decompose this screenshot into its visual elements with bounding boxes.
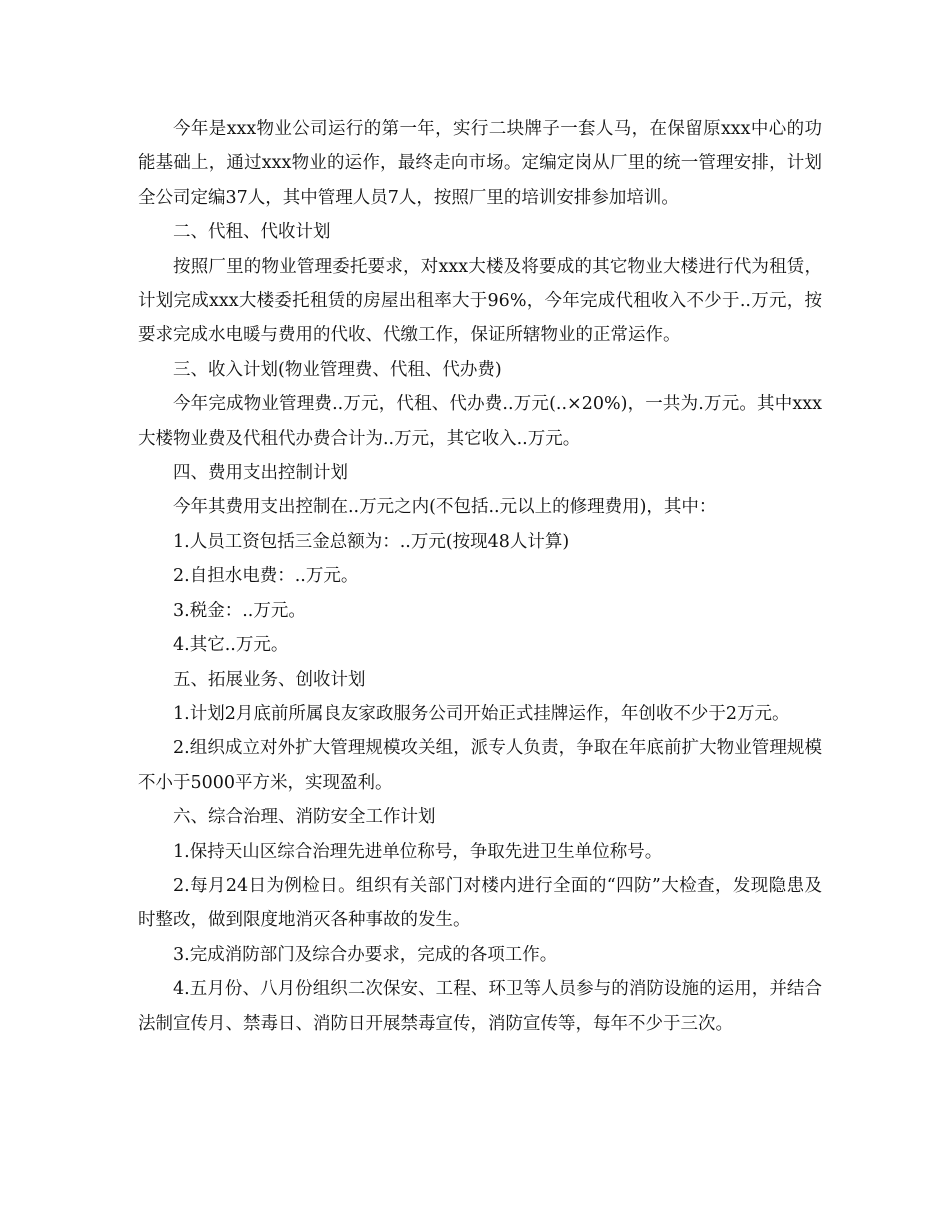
list-item-safety-2: 2.每月24日为例检日。组织有关部门对楼内进行全面的“四防”大检查，发现隐患及时整改，做到限度地消灭各种事故的发生。 (138, 875, 822, 931)
section-heading-income-plan: 三、收入计划(物业管理费、代租、代办费) (173, 359, 502, 380)
paragraph-income-plan: 今年完成物业管理费..万元，代租、代办费..万元(..×20%)，一共为.万元。其中xxx大楼物业费及代租代办费合计为..万元，其它收入..万元。 (138, 394, 822, 449)
section-heading-business-expansion: 五、拓展业务、创收计划 (173, 669, 366, 690)
list-item-expense-1: 1.人员工资包括三金总额为：..万元(按现48人计算) (173, 531, 570, 552)
list-item-business-2: 2.组织成立对外扩大管理规模攻关组，派专人负责，争取在年底前扩大物业管理规模不小于5000平方米，实现盈利。 (138, 738, 822, 793)
list-item-safety-4: 4.五月份、八月份组织二次保安、工程、环卫等人员参与的消防设施的运用，并结合法制宣传月、禁毒日、消防日开展禁毒宣传，消防宣传等，每年不少于三次。 (138, 979, 822, 1034)
list-item-safety-3: 3.完成消防部门及综合办要求，完成的各项工作。 (173, 944, 558, 965)
section-heading-expense-control: 四、费用支出控制计划 (173, 463, 348, 484)
paragraph-intro: 今年是xxx物业公司运行的第一年，实行二块牌子一套人马，在保留原xxx中心的功能基础上，通过xxx物业的运作，最终走向市场。定编定岗从厂里的统一管理安排，计划全公司定编37人，其中管理人员7人，按照厂里的培训安排参加培训。 (138, 119, 822, 208)
list-item-business-1: 1.计划2月底前所属良友家政服务公司开始正式挂牌运作，年创收不少于2万元。 (173, 703, 790, 724)
section-heading-rental-collection: 二、代租、代收计划 (173, 222, 331, 243)
list-item-safety-1: 1.保持天山区综合治理先进单位称号，争取先进卫生单位称号。 (173, 841, 663, 862)
section-heading-safety-plan: 六、综合治理、消防安全工作计划 (173, 807, 436, 828)
document-body (138, 112, 822, 1041)
list-item-expense-3: 3.税金：..万元。 (173, 600, 306, 621)
list-item-expense-2: 2.自担水电费：..万元。 (173, 566, 359, 587)
paragraph-rental-collection: 按照厂里的物业管理委托要求，对xxx大楼及将要成的其它物业大楼进行代为租赁，计划完成xxx大楼委托租赁的房屋出租率大于96%，今年完成代租收入不少于..万元，按要求完成水电暖与费用的代收、代缴工作，保证所辖物业的正常运作。 (138, 256, 822, 346)
list-item-expense-4: 4.其它..万元。 (173, 635, 289, 656)
paragraph-expense-control: 今年其费用支出控制在..万元之内(不包括..元以上的修理费用)，其中： (173, 497, 717, 518)
